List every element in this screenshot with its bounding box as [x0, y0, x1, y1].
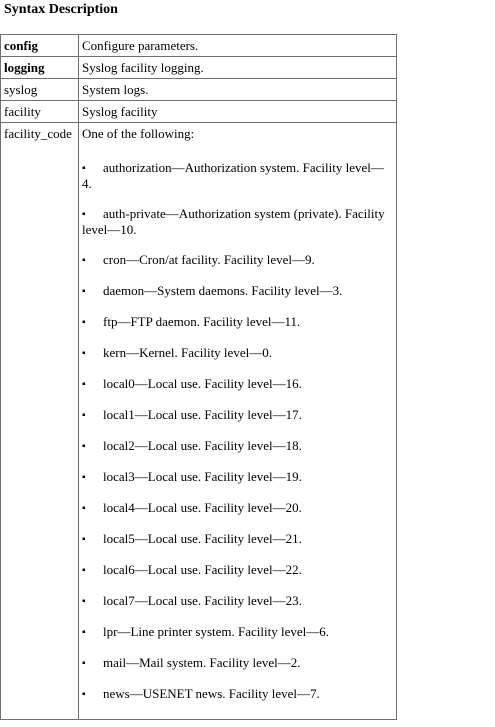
facility-option-text: local4—Local use. Facility level—20.	[103, 500, 302, 515]
param-name: facility_code	[1, 123, 79, 720]
facility-option	[82, 283, 393, 299]
bullet-icon	[82, 253, 103, 268]
bullet-icon	[82, 161, 103, 176]
facility-option	[82, 531, 393, 547]
facility-option	[82, 376, 393, 392]
facility-option	[82, 252, 393, 268]
facility-option-text: news—USENET news. Facility level—7.	[103, 686, 320, 701]
facility-option	[82, 345, 393, 361]
facility-option	[82, 624, 393, 640]
facility-option-text: local7—Local use. Facility level—23.	[103, 593, 302, 608]
bullet-icon	[82, 377, 103, 392]
options-intro: One of the following:	[82, 126, 195, 141]
section-heading: Syntax Description	[4, 2, 118, 17]
bullet-icon	[82, 439, 103, 454]
table-row	[1, 57, 397, 79]
table-row	[1, 123, 397, 720]
facility-option-text: cron—Cron/at facility. Facility level—9.	[103, 252, 315, 267]
facility-option-text: lpr—Line printer system. Facility level—6.	[103, 624, 330, 639]
facility-option	[82, 438, 393, 454]
bullet-icon	[82, 315, 103, 330]
param-name: config	[1, 35, 79, 57]
facility-option-text: daemon—System daemons. Facility level—3.	[103, 283, 343, 298]
facility-option	[82, 655, 393, 671]
facility-option-text: kern—Kernel. Facility level—0.	[103, 345, 272, 360]
facility-option-text: auth-private—Authorization system (private). Facility level—10.	[82, 206, 385, 237]
facility-option-list	[82, 160, 393, 702]
facility-option-text: local0—Local use. Facility level—16.	[103, 376, 302, 391]
facility-option	[82, 160, 393, 191]
bullet-icon	[82, 207, 103, 222]
bullet-icon	[82, 501, 103, 516]
bullet-icon	[82, 656, 103, 671]
param-name: syslog	[1, 79, 79, 101]
facility-option-text: local3—Local use. Facility level—19.	[103, 469, 302, 484]
param-name: logging	[1, 57, 79, 79]
facility-option-text: local6—Local use. Facility level—22.	[103, 562, 302, 577]
syntax-table	[0, 34, 397, 720]
bullet-icon	[82, 625, 103, 640]
bullet-icon	[82, 563, 103, 578]
facility-option	[82, 562, 393, 578]
facility-option	[82, 206, 393, 237]
bullet-icon	[82, 532, 103, 547]
facility-option	[82, 686, 393, 702]
facility-option-text: authorization—Authorization system. Facility level—4.	[82, 160, 384, 191]
facility-option	[82, 593, 393, 609]
facility-option-text: local2—Local use. Facility level—18.	[103, 438, 302, 453]
bullet-icon	[82, 594, 103, 609]
param-description: Syslog facility logging.	[79, 57, 397, 79]
facility-option	[82, 407, 393, 423]
bullet-icon	[82, 687, 103, 702]
bullet-icon	[82, 346, 103, 361]
table-row	[1, 101, 397, 123]
param-description: System logs.	[79, 79, 397, 101]
table-row	[1, 35, 397, 57]
param-description: Configure parameters.	[79, 35, 397, 57]
facility-option-text: local5—Local use. Facility level—21.	[103, 531, 302, 546]
facility-option	[82, 314, 393, 330]
facility-option	[82, 500, 393, 516]
facility-option	[82, 469, 393, 485]
facility-option-text: local1—Local use. Facility level—17.	[103, 407, 302, 422]
bullet-icon	[82, 470, 103, 485]
facility-option-text: mail—Mail system. Facility level—2.	[103, 655, 301, 670]
table-row	[1, 79, 397, 101]
param-name: facility	[1, 101, 79, 123]
bullet-icon	[82, 408, 103, 423]
facility-option-text: ftp—FTP daemon. Facility level—11.	[103, 314, 301, 329]
bullet-icon	[82, 284, 103, 299]
param-description	[79, 123, 397, 720]
param-description: Syslog facility	[79, 101, 397, 123]
